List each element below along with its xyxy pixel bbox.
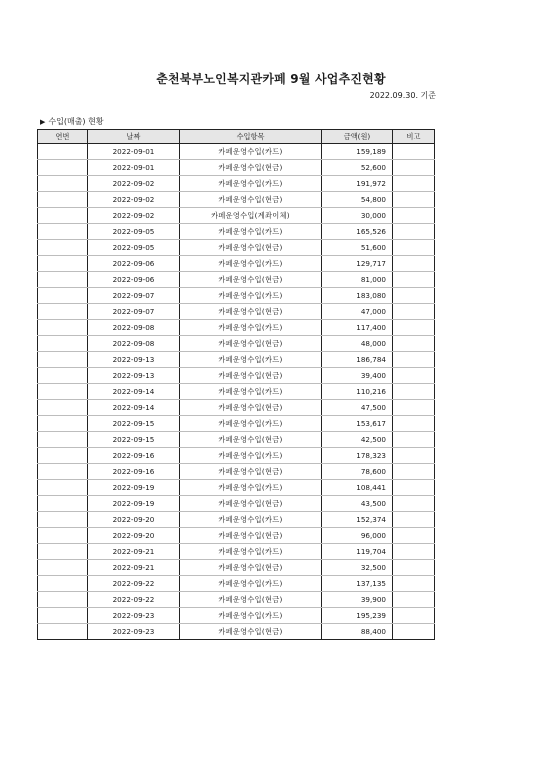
table-row [38,496,435,512]
row-note-cell [393,448,435,464]
row-item-cell: 카페운영수입(현금) [180,464,322,480]
table-row [38,432,435,448]
row-note-cell [393,576,435,592]
row-note-cell [393,208,435,224]
row-item-cell: 카페운영수입(현금) [180,400,322,416]
row-seq-cell [38,384,88,400]
table-row [38,304,435,320]
row-item-cell: 카페운영수입(카드) [180,320,322,336]
row-note-cell [393,352,435,368]
row-item-cell: 카페운영수입(카드) [180,576,322,592]
row-amount-cell: 42,500 [322,432,393,448]
row-item-cell: 카페운영수입(카드) [180,512,322,528]
revenue-table [37,129,435,640]
row-seq-cell [38,256,88,272]
row-amount-cell: 183,080 [322,288,393,304]
row-date-cell: 2022-09-01 [88,160,180,176]
row-note-cell [393,432,435,448]
row-item-cell: 카페운영수입(카드) [180,288,322,304]
row-item-cell: 카페운영수입(카드) [180,608,322,624]
row-item-cell: 카페운영수입(현금) [180,592,322,608]
row-item-cell: 카페운영수입(카드) [180,384,322,400]
row-date-cell: 2022-09-05 [88,240,180,256]
row-seq-cell [38,160,88,176]
row-item-cell: 카페운영수입(현금) [180,304,322,320]
table-row [38,144,435,160]
row-date-cell: 2022-09-14 [88,400,180,416]
table-row [38,608,435,624]
row-amount-cell: 47,500 [322,400,393,416]
row-seq-cell [38,272,88,288]
row-date-cell: 2022-09-22 [88,576,180,592]
row-amount-cell: 129,717 [322,256,393,272]
row-item-cell: 카페운영수입(카드) [180,144,322,160]
table-row [38,352,435,368]
section-heading [40,116,104,127]
row-seq-cell [38,576,88,592]
row-seq-cell [38,544,88,560]
row-item-cell: 카페운영수입(카드) [180,352,322,368]
row-note-cell [393,256,435,272]
row-item-cell: 카페운영수입(현금) [180,528,322,544]
row-note-cell [393,240,435,256]
triangle-bullet-icon: ▶ [40,118,46,126]
row-amount-cell: 110,216 [322,384,393,400]
row-item-cell: 카페운영수입(카드) [180,176,322,192]
row-note-cell [393,400,435,416]
section-label: 수입(매출) 현황 [48,117,104,126]
row-item-cell: 카페운영수입(카드) [180,544,322,560]
table-row [38,400,435,416]
row-amount-cell: 52,600 [322,160,393,176]
row-item-cell: 카페운영수입(현금) [180,272,322,288]
row-note-cell [393,304,435,320]
table-row [38,480,435,496]
row-seq-cell [38,144,88,160]
row-date-cell: 2022-09-05 [88,224,180,240]
row-amount-cell: 159,189 [322,144,393,160]
table-row [38,528,435,544]
row-amount-cell: 88,400 [322,624,393,640]
row-date-cell: 2022-09-19 [88,496,180,512]
table-row [38,192,435,208]
row-amount-cell: 117,400 [322,320,393,336]
row-seq-cell [38,208,88,224]
row-date-cell: 2022-09-08 [88,320,180,336]
row-amount-cell: 39,400 [322,368,393,384]
row-date-cell: 2022-09-21 [88,560,180,576]
table-row [38,624,435,640]
table-body [38,144,435,640]
table-row [38,240,435,256]
row-note-cell [393,144,435,160]
row-amount-cell: 178,323 [322,448,393,464]
document-title: 춘천북부노인복지관카페 9월 사업추진현황 [156,72,386,86]
row-note-cell [393,176,435,192]
row-note-cell [393,528,435,544]
row-seq-cell [38,464,88,480]
header-seq: 연번 [38,130,88,144]
table-row [38,224,435,240]
row-date-cell: 2022-09-14 [88,384,180,400]
table-row [38,576,435,592]
row-amount-cell: 119,704 [322,544,393,560]
row-seq-cell [38,432,88,448]
row-amount-cell: 30,000 [322,208,393,224]
row-date-cell: 2022-09-23 [88,608,180,624]
row-seq-cell [38,496,88,512]
row-amount-cell: 51,600 [322,240,393,256]
row-note-cell [393,320,435,336]
table-row [38,160,435,176]
table-row [38,256,435,272]
table-row [38,560,435,576]
row-date-cell: 2022-09-15 [88,432,180,448]
row-item-cell: 카페운영수입(현금) [180,496,322,512]
row-amount-cell: 47,000 [322,304,393,320]
row-note-cell [393,464,435,480]
row-amount-cell: 195,239 [322,608,393,624]
row-seq-cell [38,400,88,416]
row-amount-cell: 186,784 [322,352,393,368]
row-amount-cell: 108,441 [322,480,393,496]
row-seq-cell [38,512,88,528]
row-date-cell: 2022-09-06 [88,272,180,288]
table-row [38,176,435,192]
row-amount-cell: 81,000 [322,272,393,288]
table-row [38,384,435,400]
table-row [38,544,435,560]
row-date-cell: 2022-09-15 [88,416,180,432]
table-row [38,368,435,384]
row-note-cell [393,272,435,288]
row-seq-cell [38,192,88,208]
row-amount-cell: 137,135 [322,576,393,592]
row-seq-cell [38,224,88,240]
table-row [38,336,435,352]
table-header-row [38,130,435,144]
table-row [38,448,435,464]
row-date-cell: 2022-09-19 [88,480,180,496]
row-note-cell [393,192,435,208]
row-item-cell: 카페운영수입(현금) [180,336,322,352]
row-item-cell: 카페운영수입(카드) [180,448,322,464]
row-note-cell [393,368,435,384]
row-seq-cell [38,288,88,304]
row-seq-cell [38,320,88,336]
row-amount-cell: 39,900 [322,592,393,608]
header-amount: 금액(원) [322,130,393,144]
table-row [38,416,435,432]
table-row [38,208,435,224]
row-note-cell [393,496,435,512]
table-row [38,592,435,608]
row-note-cell [393,160,435,176]
row-date-cell: 2022-09-02 [88,176,180,192]
row-seq-cell [38,352,88,368]
row-date-cell: 2022-09-23 [88,624,180,640]
row-date-cell: 2022-09-16 [88,464,180,480]
row-note-cell [393,416,435,432]
row-seq-cell [38,368,88,384]
row-seq-cell [38,448,88,464]
row-date-cell: 2022-09-13 [88,352,180,368]
row-date-cell: 2022-09-16 [88,448,180,464]
row-note-cell [393,224,435,240]
row-amount-cell: 96,000 [322,528,393,544]
row-item-cell: 카페운영수입(카드) [180,480,322,496]
row-note-cell [393,384,435,400]
row-note-cell [393,288,435,304]
row-item-cell: 카페운영수입(카드) [180,416,322,432]
row-item-cell: 카페운영수입(카드) [180,256,322,272]
row-amount-cell: 48,000 [322,336,393,352]
row-date-cell: 2022-09-02 [88,208,180,224]
row-item-cell: 카페운영수입(카드) [180,224,322,240]
row-note-cell [393,480,435,496]
row-seq-cell [38,176,88,192]
row-seq-cell [38,416,88,432]
row-seq-cell [38,304,88,320]
row-note-cell [393,592,435,608]
row-seq-cell [38,592,88,608]
row-note-cell [393,336,435,352]
row-item-cell: 카페운영수입(현금) [180,368,322,384]
table-row [38,464,435,480]
row-amount-cell: 191,972 [322,176,393,192]
row-item-cell: 카페운영수입(현금) [180,560,322,576]
row-seq-cell [38,624,88,640]
row-amount-cell: 32,500 [322,560,393,576]
table-row [38,288,435,304]
row-item-cell: 카페운영수입(현금) [180,192,322,208]
row-seq-cell [38,240,88,256]
row-date-cell: 2022-09-20 [88,512,180,528]
row-item-cell: 카페운영수입(현금) [180,160,322,176]
row-seq-cell [38,336,88,352]
table-row [38,272,435,288]
row-amount-cell: 54,800 [322,192,393,208]
row-amount-cell: 78,600 [322,464,393,480]
row-date-cell: 2022-09-02 [88,192,180,208]
row-item-cell: 카페운영수입(현금) [180,624,322,640]
as-of-date: 2022.09.30. 기준 [369,91,436,100]
row-date-cell: 2022-09-07 [88,288,180,304]
header-note: 비고 [393,130,435,144]
row-amount-cell: 152,374 [322,512,393,528]
row-date-cell: 2022-09-21 [88,544,180,560]
row-date-cell: 2022-09-07 [88,304,180,320]
row-seq-cell [38,528,88,544]
row-seq-cell [38,608,88,624]
row-date-cell: 2022-09-08 [88,336,180,352]
row-date-cell: 2022-09-06 [88,256,180,272]
row-amount-cell: 43,500 [322,496,393,512]
row-seq-cell [38,480,88,496]
row-item-cell: 카페운영수입(계좌이체) [180,208,322,224]
row-amount-cell: 153,617 [322,416,393,432]
row-date-cell: 2022-09-13 [88,368,180,384]
header-date: 날짜 [88,130,180,144]
row-date-cell: 2022-09-01 [88,144,180,160]
row-note-cell [393,544,435,560]
table-row [38,320,435,336]
table-row [38,512,435,528]
row-item-cell: 카페운영수입(현금) [180,432,322,448]
row-note-cell [393,512,435,528]
row-date-cell: 2022-09-20 [88,528,180,544]
row-item-cell: 카페운영수입(현금) [180,240,322,256]
row-note-cell [393,560,435,576]
row-note-cell [393,608,435,624]
row-note-cell [393,624,435,640]
row-seq-cell [38,560,88,576]
header-item: 수입항목 [180,130,322,144]
row-amount-cell: 165,526 [322,224,393,240]
row-date-cell: 2022-09-22 [88,592,180,608]
